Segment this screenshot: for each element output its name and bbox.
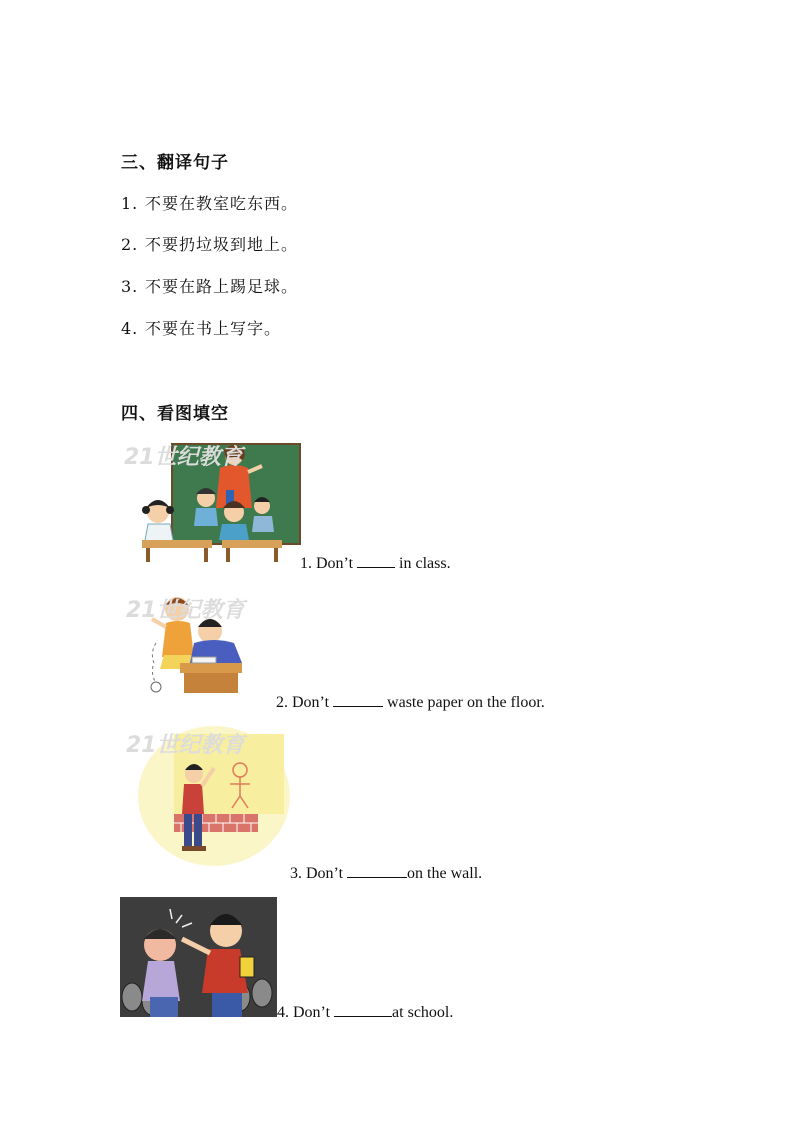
item-lead: 2. Don’t [276, 694, 334, 711]
translation-item-4 [121, 316, 281, 339]
answer-blank[interactable] [357, 553, 395, 568]
item-tail: in class. [395, 555, 451, 572]
fill-blank-item-4 [277, 1002, 453, 1022]
fill-blank-item-2 [276, 692, 545, 712]
section-3-heading: 三、翻译句子 [121, 153, 229, 173]
wall-writing-illustration [122, 722, 292, 867]
item-tail: on the wall. [407, 865, 483, 882]
section-4-heading: 四、看图填空 [121, 404, 229, 424]
item-text: 不要在书上写字。 [145, 319, 282, 338]
littering-illustration [122, 585, 282, 710]
item-number: 4. [121, 319, 139, 338]
classroom-illustration [122, 432, 302, 567]
item-text: 不要在路上踢足球。 [145, 277, 299, 296]
item-number: 1. [121, 194, 139, 213]
item-text: 不要在教室吃东西。 [145, 194, 299, 213]
answer-blank[interactable] [334, 1002, 392, 1017]
translation-item-3 [121, 274, 298, 297]
item-text: 不要扔垃圾到地上。 [145, 235, 299, 254]
fill-blank-item-1 [300, 553, 451, 573]
item-lead: 1. Don’t [300, 555, 358, 572]
watermark-logo: 21世纪教育 [126, 733, 245, 758]
translation-item-2 [121, 232, 298, 255]
watermark-logo: 21世纪教育 [126, 598, 245, 623]
item-lead: 3. Don’t [290, 865, 348, 882]
item-lead: 4. Don’t [277, 1004, 335, 1021]
item-tail: waste paper on the floor. [383, 694, 545, 711]
item-number: 3. [121, 277, 139, 296]
translation-item-1 [121, 191, 298, 214]
watermark-logo: 21世纪教育 [124, 445, 243, 470]
item-tail: at school. [392, 1004, 454, 1021]
fill-blank-item-3 [290, 863, 482, 883]
answer-blank[interactable] [333, 692, 383, 707]
answer-blank[interactable] [347, 863, 407, 878]
item-number: 2. [121, 235, 139, 254]
fighting-illustration [120, 897, 277, 1017]
